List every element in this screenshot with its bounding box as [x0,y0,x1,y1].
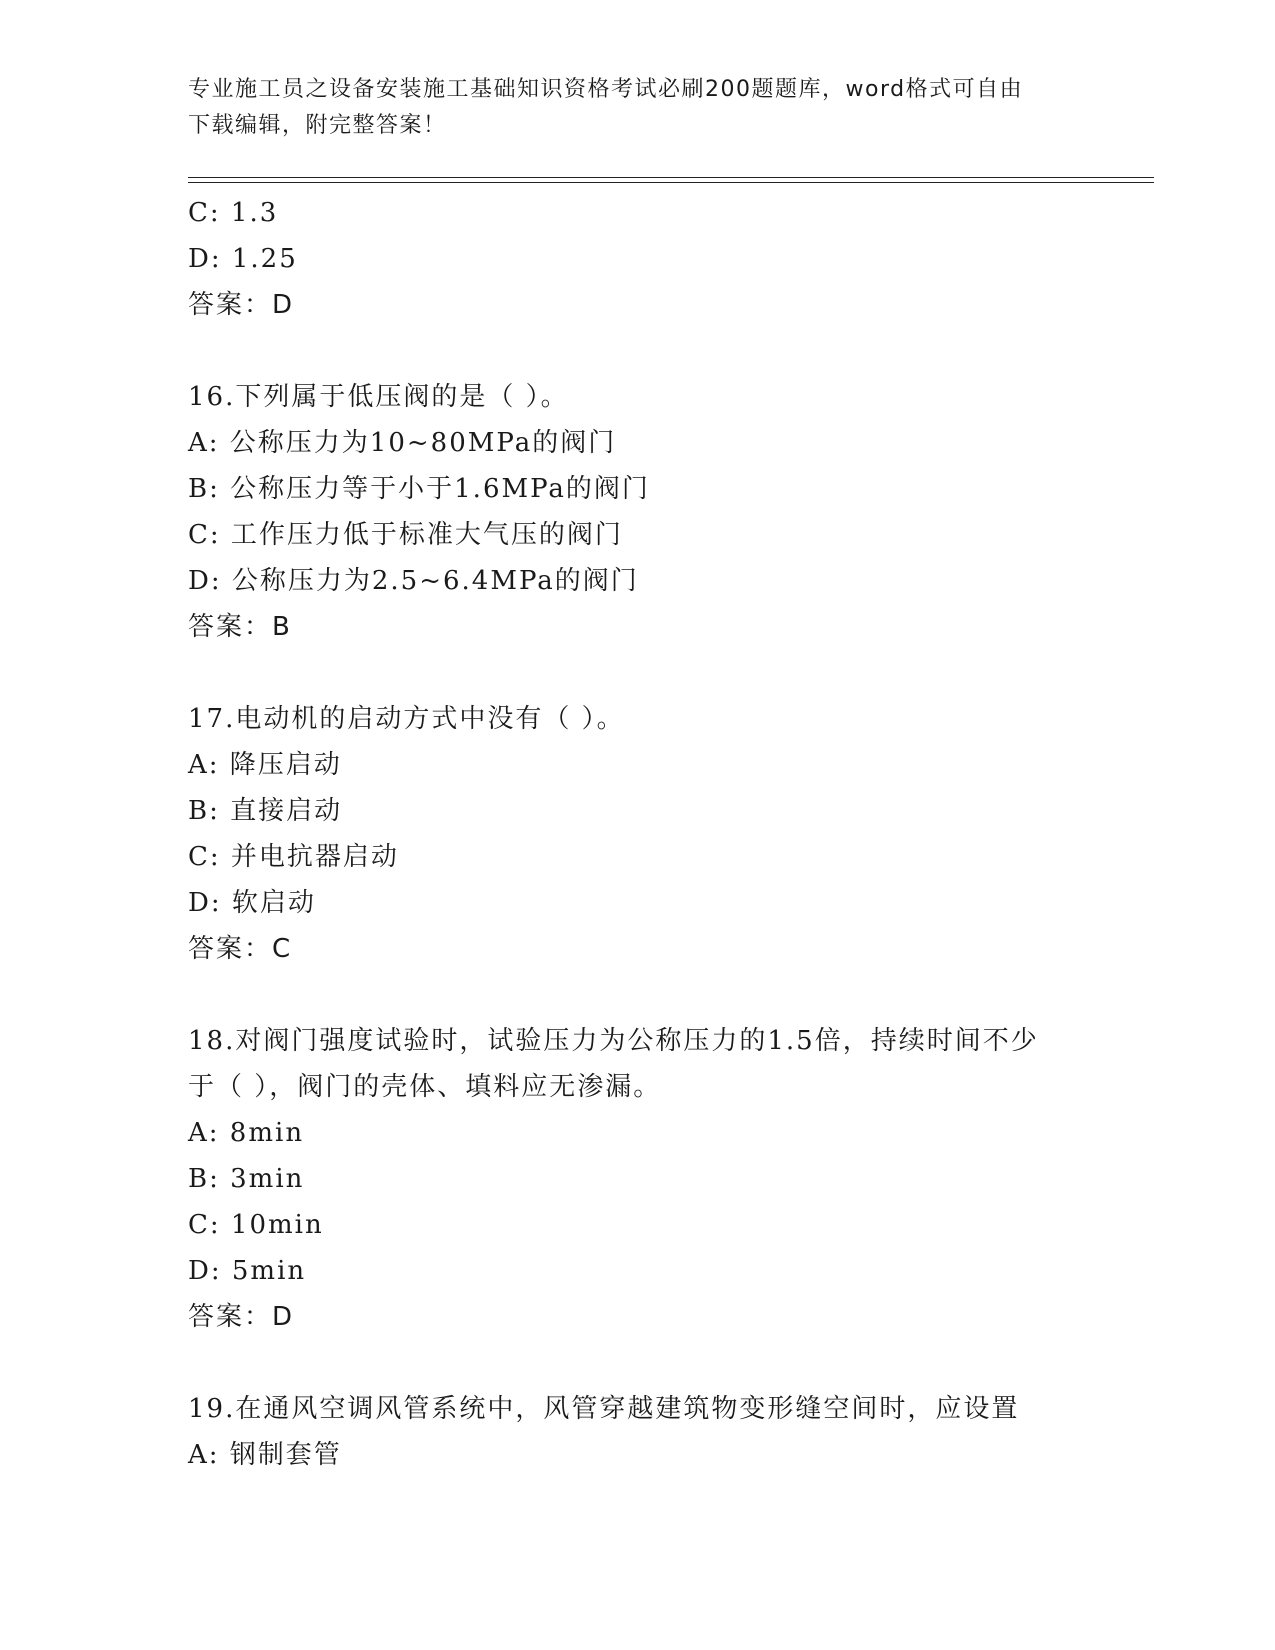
answer-line: 答案：C [188,934,293,964]
question-18 [188,1018,1088,1340]
prev-question-block [188,190,1088,328]
question-19 [188,1386,1088,1478]
answer-line: 答案：D [188,1302,295,1332]
option-a: A: 钢制套管 [188,1440,342,1470]
option-d: D: 1.25 [188,244,298,274]
option-c: C: 1.3 [188,198,279,228]
header-line-1: 专业施工员之设备安装施工基础知识资格考试必刷200题题库，word格式可自由 [188,77,1024,102]
option-a: A: 公称压力为10~80MPa的阀门 [188,428,617,458]
question-text: 17.电动机的启动方式中没有（ ）。 [188,704,625,734]
question-text: 19.在通风空调风管系统中，风管穿越建筑物变形缝空间时，应设置 [188,1394,1020,1424]
question-text: 16.下列属于低压阀的是（ ）。 [188,382,569,412]
option-b: B: 直接启动 [188,796,343,826]
document-header [188,72,1088,144]
option-c: C: 并电抗器启动 [188,842,399,872]
option-d: D: 公称压力为2.5~6.4MPa的阀门 [188,566,639,596]
option-c: C: 10min [188,1210,324,1240]
spacer [188,328,1088,374]
question-16 [188,374,1088,650]
spacer [188,972,1088,1018]
answer-line: 答案：D [188,290,295,320]
header-divider-top [188,177,1154,178]
option-d: D: 5min [188,1256,307,1286]
question-text-line-1: 18.对阀门强度试验时，试验压力为公称压力的1.5倍，持续时间不少 [188,1026,1039,1056]
option-c: C: 工作压力低于标准大气压的阀门 [188,520,623,550]
spacer [188,650,1088,696]
option-a: A: 降压启动 [188,750,342,780]
question-content [188,190,1088,1478]
option-b: B: 3min [188,1164,305,1194]
question-text-line-2: 于（ ），阀门的壳体、填料应无渗漏。 [188,1072,662,1102]
question-17 [188,696,1088,972]
option-d: D: 软启动 [188,888,316,918]
option-a: A: 8min [188,1118,305,1148]
answer-line: 答案：B [188,612,292,642]
header-divider-bottom [188,182,1154,183]
header-line-2: 下载编辑，附完整答案！ [188,113,447,138]
option-b: B: 公称压力等于小于1.6MPa的阀门 [188,474,650,504]
spacer [188,1340,1088,1386]
